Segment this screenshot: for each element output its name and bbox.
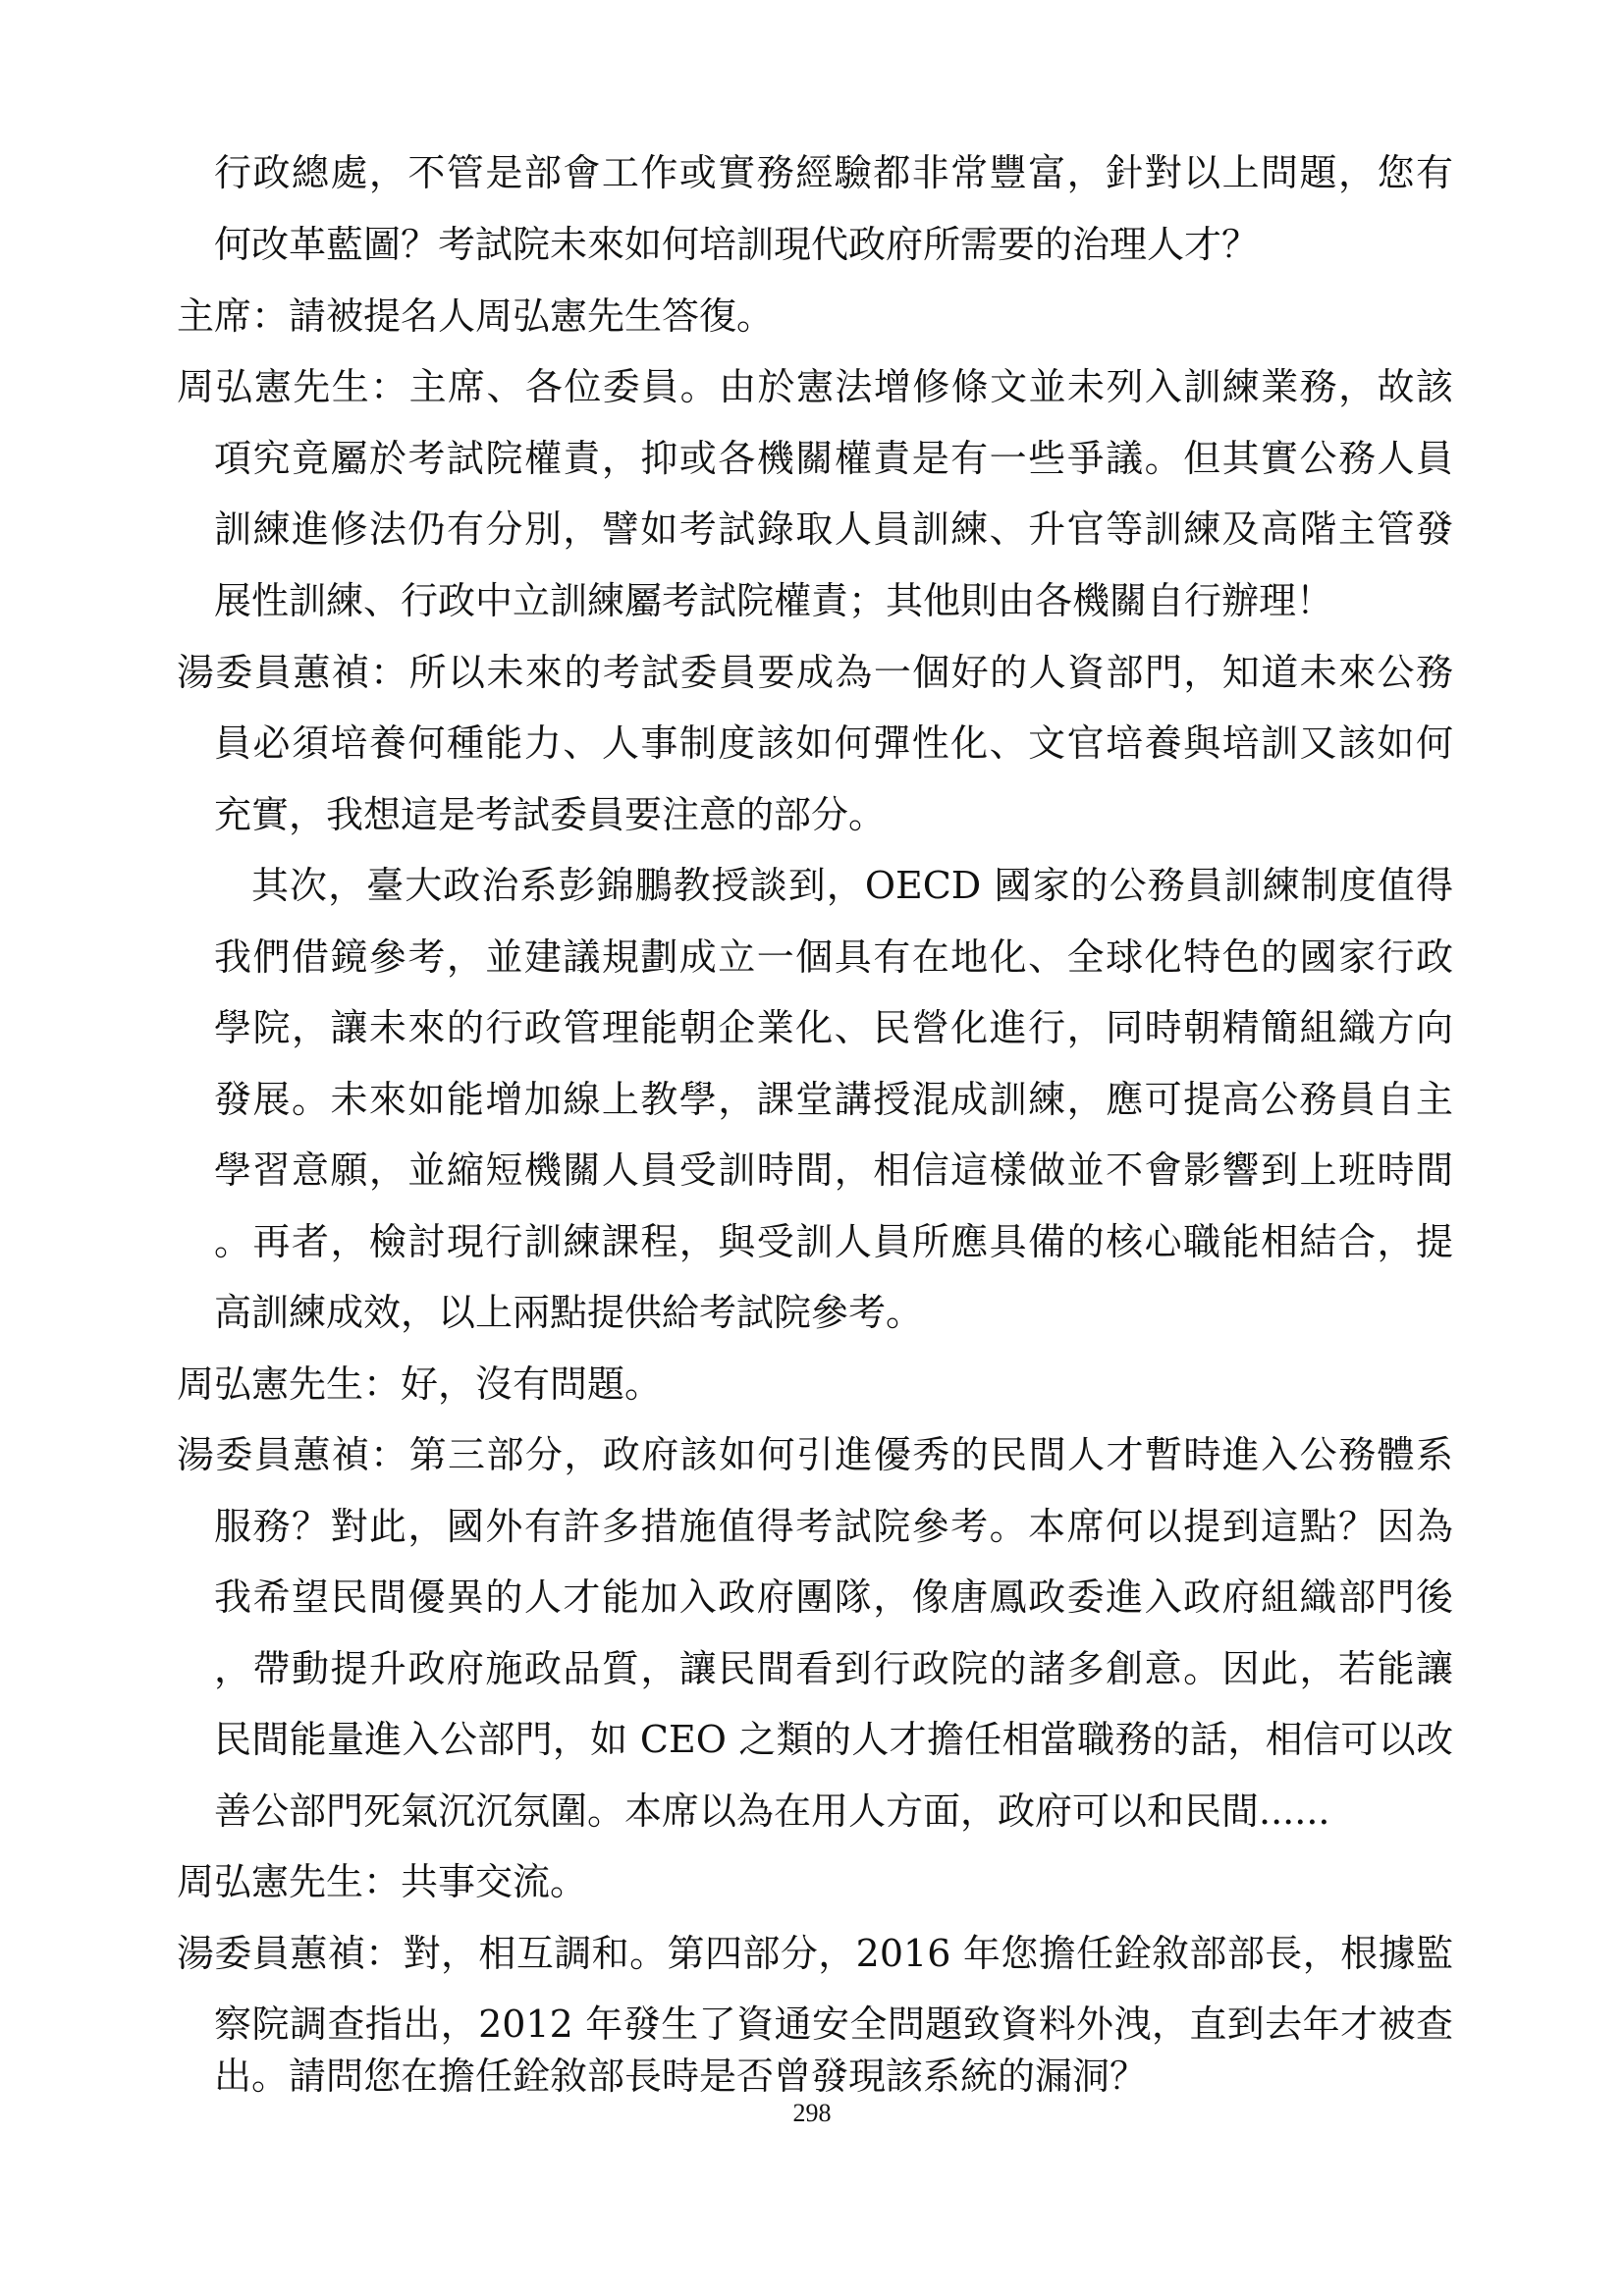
text-line: 。再者，檢討現行訓練課程，與受訓人員所應具備的核心職能相結合，提 <box>214 1220 1453 1263</box>
speaker-line: 湯委員蕙禎：所以未來的考試委員要成為一個好的人資部門，知道未來公務 <box>177 651 1453 694</box>
page-number: 298 <box>792 2099 832 2127</box>
text-line: 其次，臺大政治系彭錦鵬教授談到，OECD 國家的公務員訓練制度值得 <box>251 864 1453 907</box>
text-line: 學習意願，並縮短機關人員受訓時間，相信這樣做並不會影響到上班時間 <box>214 1148 1453 1192</box>
text-line: 充實，我想這是考試委員要注意的部分。 <box>214 793 887 836</box>
speaker-line: 湯委員蕙禎：對，相互調和。第四部分，2016 年您擔任銓敘部部長，根據監 <box>177 1932 1453 1975</box>
text-line: 員必須培養何種能力、人事制度該如何彈性化、文官培養與培訓又該如何 <box>214 721 1453 765</box>
text-line: ，帶動提升政府施政品質，讓民間看到行政院的諸多創意。因此，若能讓 <box>214 1647 1453 1690</box>
speaker-line: 周弘憲先生：主席、各位委員。由於憲法增修條文並未列入訓練業務，故該 <box>177 365 1453 408</box>
text-line: 服務？對此，國外有許多措施值得考試院參考。本席何以提到這點？因為 <box>214 1505 1453 1548</box>
text-line: 出。請問您在擔任銓敘部長時是否曾發現該系統的漏洞？ <box>214 2055 1148 2098</box>
text-line: 我希望民間優異的人才能加入政府團隊，像唐鳳政委進入政府組織部門後 <box>214 1575 1453 1619</box>
text-line: 發展。未來如能增加線上教學，課堂講授混成訓練，應可提高公務員自主 <box>214 1078 1453 1121</box>
text-line: 察院調查指出，2012 年發生了資通安全問題致資料外洩，直到去年才被查 <box>214 2002 1453 2046</box>
text-line: 訓練進修法仍有分別，譬如考試錄取人員訓練、升官等訓練及高階主管發 <box>214 507 1453 551</box>
text-line: 展性訓練、行政中立訓練屬考試院權責；其他則由各機關自行辦理！ <box>214 579 1334 622</box>
text-line: 何改革藍圖？考試院未來如何培訓現代政府所需要的治理人才？ <box>214 223 1260 266</box>
text-line: 學院，讓未來的行政管理能朝企業化、民營化進行，同時朝精簡組織方向 <box>214 1006 1453 1049</box>
text-line: 我們借鏡參考，並建議規劃成立一個具有在地化、全球化特色的國家行政 <box>214 935 1453 979</box>
speaker-line: 周弘憲先生：好，沒有問題。 <box>177 1362 663 1406</box>
speaker-line: 湯委員蕙禎：第三部分，政府該如何引進優秀的民間人才暫時進入公務體系 <box>177 1433 1453 1476</box>
speaker-line: 主席：請被提名人周弘憲先生答復。 <box>177 294 775 338</box>
text-line: 民間能量進入公部門，如 CEO 之類的人才擔任相當職務的話，相信可以改 <box>214 1718 1453 1761</box>
text-line: 高訓練成效，以上兩點提供給考試院參考。 <box>214 1291 924 1334</box>
text-line: 行政總處，不管是部會工作或實務經驗都非常豐富，針對以上問題，您有 <box>214 151 1453 194</box>
speaker-line: 周弘憲先生：共事交流。 <box>177 1860 588 1903</box>
text-line: 善公部門死氣沉沉氛圍。本席以為在用人方面，政府可以和民間...... <box>214 1789 1330 1833</box>
text-line: 項究竟屬於考試院權責，抑或各機關權責是有一些爭議。但其實公務人員 <box>214 437 1453 480</box>
